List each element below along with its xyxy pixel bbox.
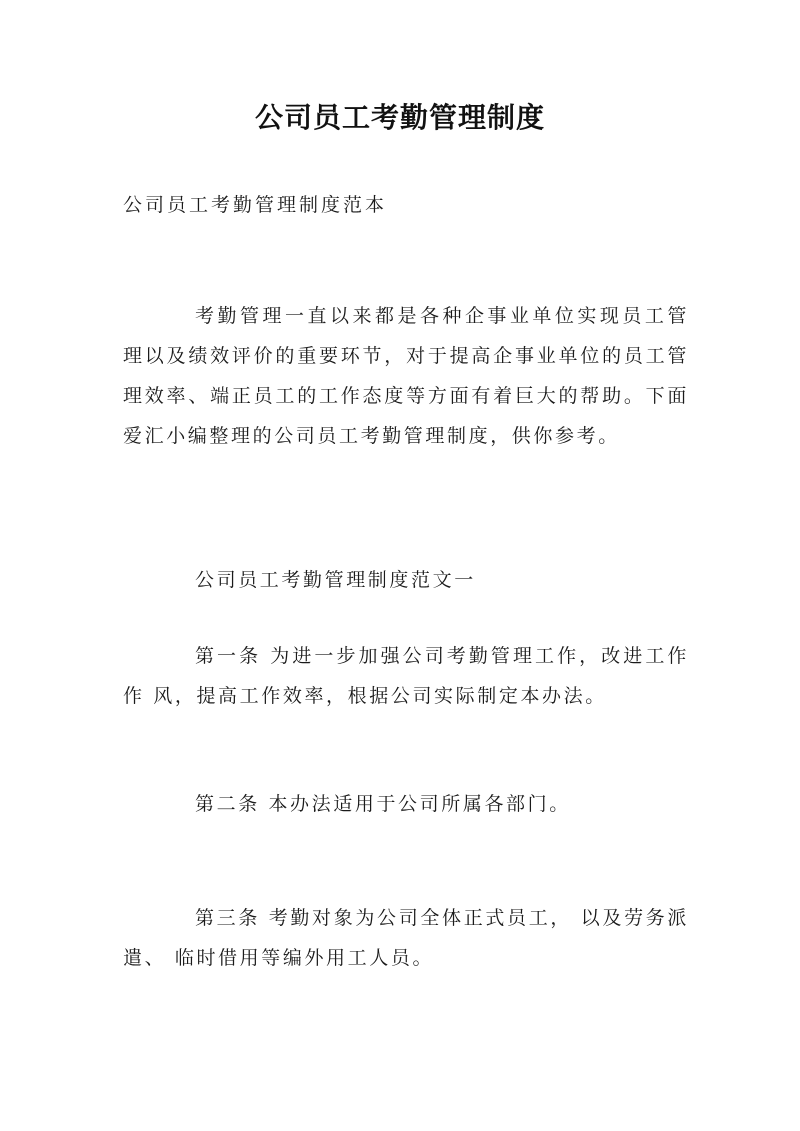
intro-paragraph: 考勤管理一直以来都是各种企事业单位实现员工管理以及绩效评价的重要环节，对于提高企事业单位的员工管理效率、端正员工的工作态度等方面有着巨大的帮助。下面爱汇小编整理的公司员工考勤管理制度，供你参考。 [123, 305, 689, 447]
article-3: 第三条 考勤对象为公司全体正式员工， 以及劳务派遣、 临时借用等编外用工人员。 [123, 907, 689, 969]
document-subtitle: 公司员工考勤管理制度范本 [123, 194, 388, 216]
document-title: 公司员工考勤管理制度 [254, 101, 545, 134]
section-heading: 公司员工考勤管理制度范文一 [195, 569, 476, 591]
article-2: 第二条 本办法适用于公司所属各部门。 [195, 793, 571, 815]
article-1: 第一条 为进一步加强公司考勤管理工作，改进工作作 风，提高工作效率，根据公司实际制定本办法。 [123, 645, 689, 707]
